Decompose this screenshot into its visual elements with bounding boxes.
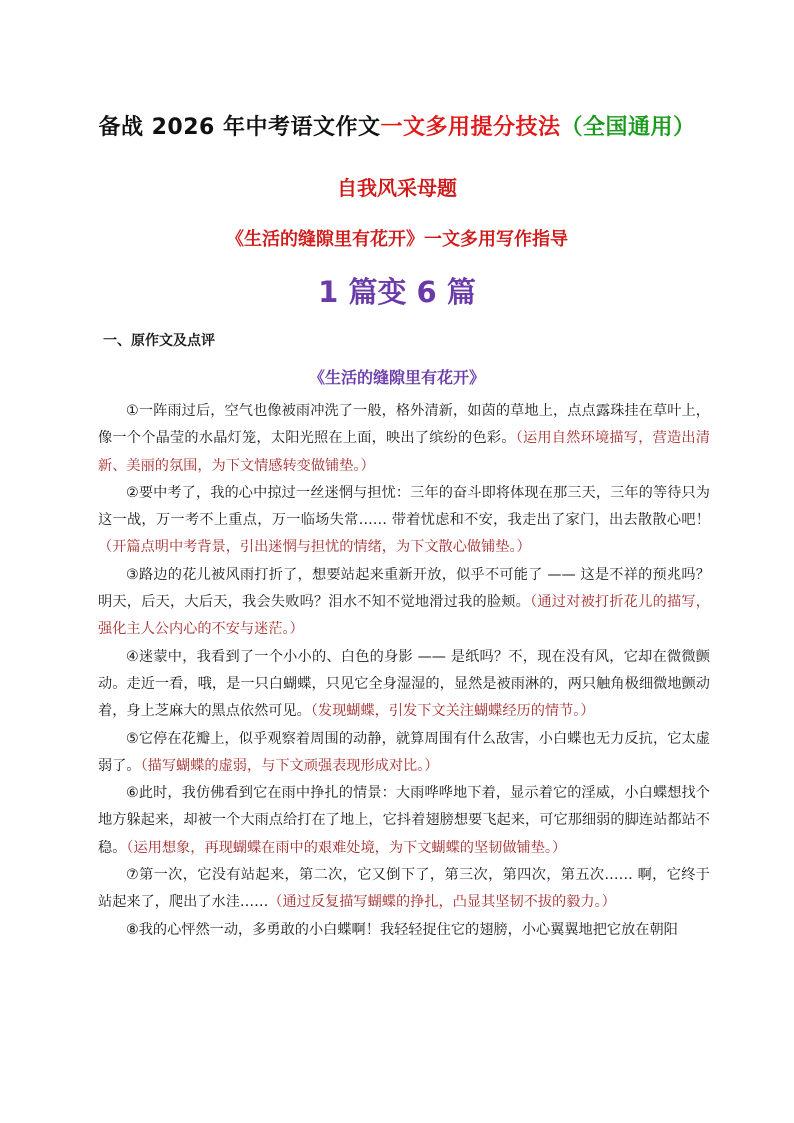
main-title-part2: 一文多用提分技法 [380,115,561,140]
essay-paragraph-1 [98,398,710,480]
paragraph-comment: （描写蝴蝶的虚弱，与下文顽强表现形成对比。） [140,757,439,774]
paragraph-comment: （通过对被打折花儿的描写，强化主人公内心的不安与迷茫。） [98,594,710,638]
paragraph-text: ④迷蒙中，我看到了一个小小的、白色的身影 —— 是纸吗？不，现在没有风，它却在微微颤动。走近一看，哦，是一只白蝴蝶，只见它全身湿湿的，显然是被雨淋的，两只触角极细微地颤动着，身上芝麻大的黑点依然可见。 [98,648,710,720]
paragraph-text: ②要中考了，我的心中掠过一丝迷惘与担忧：三年的奋斗即将体现在那三天，三年的等待只为这一战，万一考不上重点，万一临场失常…… 带着忧虑和不安，我走出了家门，出去散散心吧！ [98,484,710,529]
essay-paragraph-6 [98,780,710,862]
paragraph-comment: （通过反复描写蝴蝶的挣扎，凸显其坚韧不拔的毅力。） [268,894,616,911]
paragraph-comment: （运用想象，再现蝴蝶在雨中的艰难处境，为下文蝴蝶的坚韧做铺垫。） [126,839,567,856]
section-heading: 一、原作文及点评 [103,333,215,349]
subtitle: 自我风采母题 [337,176,457,200]
essay-paragraph-2 [98,480,710,562]
big-title: 1 篇变 6 篇 [318,275,476,309]
paragraph-text: ⑦第一次，它没有站起来，第二次，它又倒下了，第三次，第四次，第五次…… 啊，它终于站起来了，爬出了水洼…… [98,867,710,911]
essay-body [98,398,710,944]
paragraph-text: ③路边的花儿被风雨打折了，想要站起来重新开放，似乎不可能了 —— 这是不祥的预兆吗？明天，后天，大后天，我会失败吗？泪水不知不觉地滑过我的脸颊。 [98,566,710,611]
essay-paragraph-8 [98,917,710,944]
paragraph-text: ⑤它停在花瓣上，似乎观察着周围的动静，就算周围有什么敌害，小白蝶也无力反抗，它太虚弱了。 [98,730,710,774]
paragraph-comment: （开篇点明中考背景，引出迷惘与担忧的情绪，为下文散心做铺垫。） [98,539,531,556]
paragraph-comment: （运用自然环境描写，营造出清新、美丽的氛围，为下文情感转变做铺垫。） [98,430,710,474]
paragraph-text: ①一阵雨过后，空气也像被雨冲洗了一般，格外清新，如茵的草地上，点点露珠挂在草叶上，像一个个晶莹的水晶灯笼，太阳光照在上面，映出了缤纷的色彩。 [98,403,710,447]
main-title-part3: （全国通用） [560,115,696,140]
paragraph-comment: （发现蝴蝶，引发下文关注蝴蝶经历的情节。） [310,703,595,720]
paragraph-text: ⑧我的心怦然一动，多勇敢的小白蝶啊！我轻轻捉住它的翅膀，小心翼翼地把它放在朝阳 [126,921,678,938]
essay-paragraph-5 [98,726,710,781]
essay-paragraph-4 [98,644,710,726]
essay-paragraph-7 [98,862,710,917]
paragraph-text: ⑥此时，我仿佛看到它在雨中挣扎的情景：大雨哗哗地下着，显示着它的淫威，小白蝶想找个地方躲起来，却被一个大雨点给打在了地上，它抖着翅膀想要飞起来，可它那细弱的脚连站都站不稳。 [98,785,710,856]
guide-title: 《生活的缝隙里有花开》一文多用写作指导 [226,229,568,250]
essay-title: 《生活的缝隙里有花开》 [308,368,485,387]
essay-paragraph-3 [98,562,710,644]
main-title-part1: 备战 2026 年中考语文作文 [98,115,381,140]
main-title [0,110,794,141]
